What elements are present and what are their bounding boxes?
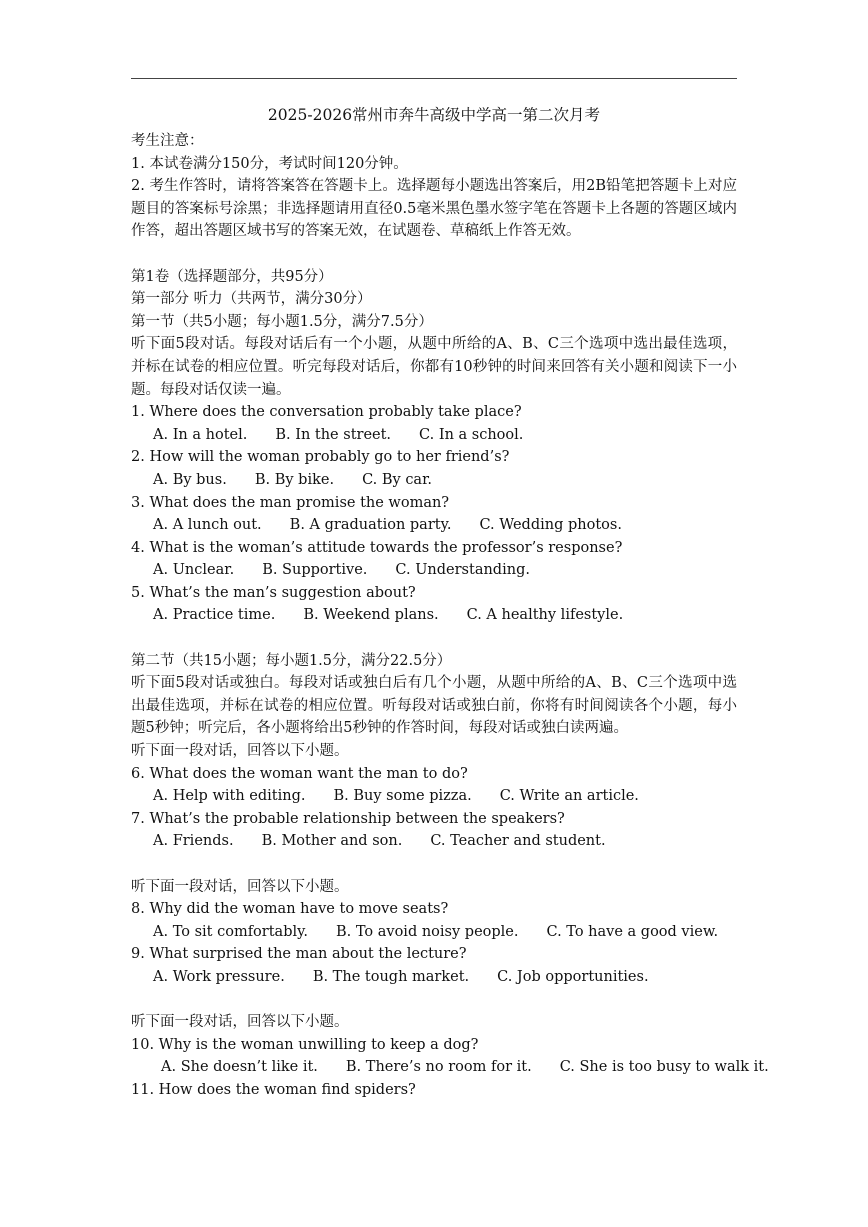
option-a: A. Friends.	[153, 833, 234, 850]
question-text: 6. What does the woman want the man to do?	[131, 765, 468, 782]
question-text: 4. What is the woman’s attitude towards the professor’s response?	[131, 539, 623, 556]
option-b: B. Supportive.	[262, 562, 368, 579]
option-a: A. Help with editing.	[153, 788, 306, 805]
question-text: 2. How will the woman probably go to her friend’s?	[131, 449, 510, 466]
question-block	[131, 808, 737, 853]
options-row	[131, 559, 737, 582]
question-block	[131, 492, 737, 537]
question-text: 8. Why did the woman have to move seats?	[131, 901, 449, 918]
option-b: B. A graduation party.	[289, 517, 452, 534]
exam-title: 2025-2026常州市奔牛高级中学高一第二次月考	[267, 106, 601, 124]
group-intro: 听下面一段对话，回答以下小题。	[131, 878, 349, 895]
options-row	[131, 1056, 769, 1079]
options-row	[131, 469, 737, 492]
option-b: B. Buy some pizza.	[333, 788, 472, 805]
option-b: B. In the street.	[275, 426, 392, 443]
spacer	[131, 243, 737, 266]
options-row	[131, 604, 737, 627]
option-b: B. Mother and son.	[261, 833, 403, 850]
option-b: B. By bike.	[254, 471, 335, 488]
option-a: A. Unclear.	[153, 562, 235, 579]
question-text: 11. How does the woman find spiders?	[131, 1081, 416, 1098]
question-block	[131, 1079, 737, 1102]
exam-page	[131, 100, 769, 1102]
question-block	[131, 537, 737, 582]
spacer	[131, 989, 737, 1012]
notice-item: 2. 考生作答时，请将答案答在答题卡上。选择题每小题选出答案后，用2B铅笔把答题卡上对应题目的答案标号涂黑；非选择题请用直径0.5毫米黑色墨水签字笔在答题卡上各题的答题区域内作答，超出答题区域书写的答案无效，在试题卷、草稿纸上作答无效。	[131, 178, 737, 240]
option-c: C. Teacher and student.	[430, 833, 606, 850]
option-b: B. To avoid noisy people.	[335, 923, 519, 940]
spacer	[131, 627, 737, 650]
question-text: 5. What’s the man’s suggestion about?	[131, 584, 416, 601]
notice-heading: 考生注意：	[131, 133, 204, 149]
question-block	[131, 446, 737, 491]
option-c: C. A healthy lifestyle.	[466, 607, 624, 624]
option-b: B. The tough market.	[312, 968, 470, 985]
option-a: A. Work pressure.	[153, 968, 285, 985]
option-c: C. Wedding photos.	[479, 517, 622, 534]
section-heading: 第一节（共5小题；每小题1.5分，满分7.5分）	[131, 313, 433, 330]
option-a: A. To sit comfortably.	[153, 923, 308, 940]
option-b: B. Weekend plans.	[303, 607, 439, 624]
question-block	[131, 401, 737, 446]
volume-heading: 第1卷（选择题部分，共95分）	[131, 268, 333, 285]
section-heading: 第二节（共15小题；每小题1.5分，满分22.5分）	[131, 652, 452, 669]
option-a: A. A lunch out.	[153, 517, 262, 534]
header-rule	[131, 78, 737, 79]
question-block	[131, 1034, 769, 1079]
question-block	[131, 763, 737, 808]
option-a: A. In a hotel.	[153, 426, 248, 443]
question-text: 9. What surprised the man about the lecture?	[131, 946, 467, 963]
question-text: 1. Where does the conversation probably take place?	[131, 404, 522, 421]
options-row	[131, 424, 737, 447]
question-text: 7. What’s the probable relationship between the speakers?	[131, 810, 565, 827]
question-block	[131, 898, 737, 943]
options-row	[131, 514, 737, 537]
option-c: C. She is too busy to walk it.	[559, 1059, 769, 1076]
option-a: A. By bus.	[153, 471, 227, 488]
notice-item: 1. 本试卷满分150分，考试时间120分钟。	[131, 155, 408, 172]
options-row	[131, 830, 737, 853]
spacer	[131, 853, 737, 876]
section-instructions: 听下面5段对话或独白。每段对话或独白后有几个小题，从题中所给的A、B、C三个选项中选出最佳选项，并标在试卷的相应位置。听每段对话或独白前，你将有时间阅读各个小题，每小题5秒钟；听完后，各小题将给出5秒钟的作答时间，每段对话或独白读两遍。	[131, 675, 737, 737]
part-heading: 第一部分 听力（共两节，满分30分）	[131, 291, 372, 308]
option-b: B. There’s no room for it.	[345, 1059, 532, 1076]
option-c: C. In a school.	[419, 426, 524, 443]
question-text: 3. What does the man promise the woman?	[131, 494, 450, 511]
group-intro: 听下面一段对话，回答以下小题。	[131, 743, 349, 760]
option-a: A. Practice time.	[153, 607, 276, 624]
options-row	[131, 921, 737, 944]
option-c: C. Understanding.	[395, 562, 530, 579]
question-block	[131, 943, 737, 988]
question-text: 10. Why is the woman unwilling to keep a dog?	[131, 1036, 479, 1053]
group-intro: 听下面一段对话，回答以下小题。	[131, 1014, 349, 1031]
option-c: C. To have a good view.	[546, 923, 719, 940]
section-instructions: 听下面5段对话。每段对话后有一个小题，从题中所给的A、B、C三个选项中选出最佳选项，并标在试卷的相应位置。听完每段对话后，你都有10秒钟的时间来回答有关小题和阅读下一小题。每段对话仅读一遍。	[131, 336, 737, 398]
option-a: A. She doesn’t like it.	[161, 1059, 318, 1076]
option-c: C. Job opportunities.	[497, 968, 649, 985]
question-block	[131, 582, 737, 627]
option-c: C. By car.	[362, 471, 433, 488]
options-row	[131, 966, 737, 989]
options-row	[131, 785, 737, 808]
option-c: C. Write an article.	[499, 788, 639, 805]
